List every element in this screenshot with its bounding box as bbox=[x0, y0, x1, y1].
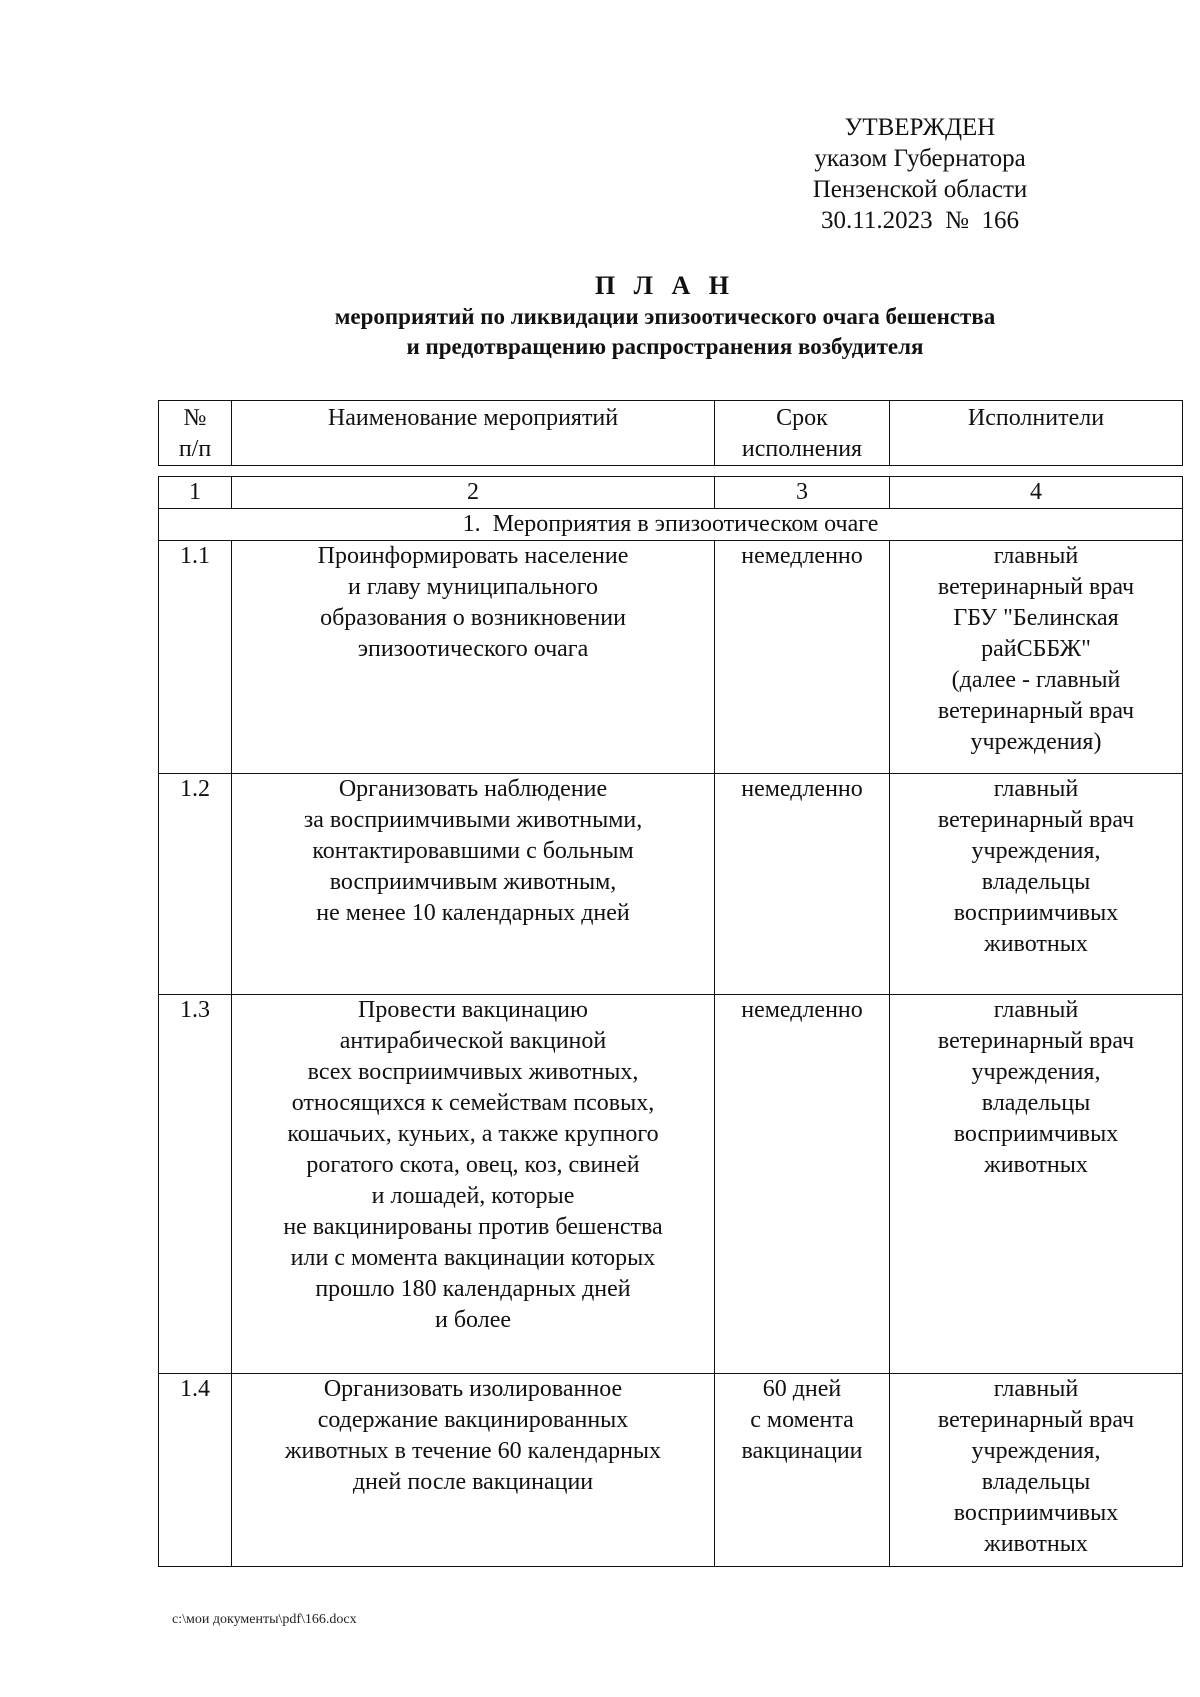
title-plan: П Л А Н bbox=[594, 271, 736, 300]
row-term-line: немедленно bbox=[741, 997, 863, 1023]
row-name-line: рогатого скота, овец, коз, свиней bbox=[306, 1152, 640, 1178]
row-number: 1.1 bbox=[159, 541, 232, 774]
row-executors-line: райСББЖ" bbox=[981, 636, 1091, 662]
row-executors-line: ГБУ "Белинская bbox=[953, 605, 1119, 631]
row-executors bbox=[890, 1374, 1183, 1567]
row-executors bbox=[890, 541, 1183, 774]
row-term bbox=[715, 774, 890, 995]
row-executors bbox=[890, 995, 1183, 1374]
row-name-line: кошачьих, куньих, а также крупного bbox=[287, 1121, 659, 1147]
row-name-line: и более bbox=[434, 1307, 512, 1333]
row-term-line: вакцинации bbox=[741, 1438, 863, 1464]
approval-region: Пензенской области bbox=[812, 176, 1028, 203]
table-row bbox=[159, 774, 1183, 995]
row-name-line: восприимчивым животным, bbox=[329, 869, 617, 895]
header-no-line1: № bbox=[183, 405, 207, 431]
row-name-line: и лошадей, которые bbox=[371, 1183, 575, 1209]
row-name-line: Организовать наблюдение bbox=[338, 776, 608, 802]
row-name-line: контактировавшими с больным bbox=[312, 838, 634, 864]
column-number: 4 bbox=[890, 477, 1183, 509]
row-executors-line: главный bbox=[993, 1376, 1079, 1402]
row-name-line: прошло 180 календарных дней bbox=[315, 1276, 631, 1302]
row-name-line: не менее 10 календарных дней bbox=[316, 900, 630, 926]
row-executors-line: главный bbox=[993, 543, 1079, 569]
section-row bbox=[159, 509, 1183, 541]
table-row bbox=[159, 541, 1183, 774]
row-term bbox=[715, 995, 890, 1374]
row-executors-line: ветеринарный врач bbox=[937, 1407, 1135, 1433]
row-executors-line: ветеринарный врач bbox=[937, 807, 1135, 833]
title-subtitle-2: и предотвращению распространения возбудителя bbox=[406, 334, 924, 359]
row-number: 1.2 bbox=[159, 774, 232, 995]
row-executors-line: (далее - главный bbox=[951, 667, 1121, 693]
file-path-footer: c:\мои документы\pdf\166.docx bbox=[172, 1612, 357, 1627]
approval-heading: УТВЕРЖДЕН bbox=[844, 114, 996, 141]
row-executors-line: восприимчивых bbox=[953, 900, 1119, 926]
row-executors-line: восприимчивых bbox=[953, 1121, 1119, 1147]
row-name bbox=[232, 1374, 715, 1567]
row-number: 1.4 bbox=[159, 1374, 232, 1567]
row-term-line: 60 дней bbox=[762, 1376, 842, 1402]
row-name-line: Провести вакцинацию bbox=[358, 997, 588, 1023]
header-term-line2: исполнения bbox=[741, 436, 863, 462]
row-name-line: Организовать изолированное bbox=[323, 1376, 623, 1402]
table-header bbox=[158, 400, 1183, 466]
row-name-line: Проинформировать население bbox=[317, 543, 629, 569]
row-term-line: с момента bbox=[750, 1407, 854, 1433]
row-executors-line: главный bbox=[993, 776, 1079, 802]
row-executors-line: ветеринарный врач bbox=[937, 574, 1135, 600]
row-executors-line: учреждения, bbox=[971, 838, 1101, 864]
row-term-line: немедленно bbox=[741, 776, 863, 802]
row-name-line: дней после вакцинации bbox=[352, 1469, 594, 1495]
header-term bbox=[715, 401, 890, 466]
row-name bbox=[232, 541, 715, 774]
row-executors-line: животных bbox=[984, 1152, 1088, 1178]
row-executors bbox=[890, 774, 1183, 995]
row-term bbox=[715, 1374, 890, 1567]
header-no bbox=[159, 401, 232, 466]
row-number: 1.3 bbox=[159, 995, 232, 1374]
row-term-line: немедленно bbox=[741, 543, 863, 569]
row-executors-line: главный bbox=[993, 997, 1079, 1023]
row-name-line: и главу муниципального bbox=[348, 574, 598, 600]
row-name-line: антирабической вакциной bbox=[339, 1028, 607, 1054]
row-name bbox=[232, 774, 715, 995]
row-executors-line: ветеринарный врач bbox=[937, 1028, 1135, 1054]
column-number: 3 bbox=[715, 477, 890, 509]
row-name-line: за восприимчивыми животными, bbox=[303, 807, 643, 833]
row-executors-line: животных bbox=[984, 1531, 1088, 1557]
row-executors-line: владельцы bbox=[981, 869, 1091, 895]
row-name-line: или с момента вакцинации которых bbox=[290, 1245, 656, 1271]
row-executors-line: восприимчивых bbox=[953, 1500, 1119, 1526]
row-executors-line: учреждения, bbox=[971, 1059, 1101, 1085]
header-executors: Исполнители bbox=[890, 401, 1183, 466]
approval-date-number: 30.11.2023 № 166 bbox=[821, 207, 1019, 234]
header-no-line2: п/п bbox=[178, 436, 212, 462]
row-name-line: животных в течение 60 календарных bbox=[284, 1438, 662, 1464]
plan-table bbox=[158, 476, 1183, 1567]
column-number: 2 bbox=[232, 477, 715, 509]
table-row bbox=[159, 1374, 1183, 1567]
row-name-line: всех восприимчивых животных, bbox=[307, 1059, 639, 1085]
document-title bbox=[160, 270, 1170, 362]
row-executors-line: ветеринарный врач bbox=[937, 698, 1135, 724]
row-executors-line: учреждения) bbox=[970, 729, 1102, 755]
row-executors-line: животных bbox=[984, 931, 1088, 957]
row-executors-line: владельцы bbox=[981, 1090, 1091, 1116]
row-name bbox=[232, 995, 715, 1374]
column-number-row bbox=[159, 477, 1183, 509]
header-term-line1: Срок bbox=[776, 405, 828, 431]
table-row bbox=[159, 995, 1183, 1374]
approval-decree: указом Губернатора bbox=[814, 145, 1026, 172]
section-title: 1. Мероприятия в эпизоотическом очаге bbox=[159, 509, 1183, 541]
row-term bbox=[715, 541, 890, 774]
row-name-line: образования о возникновении bbox=[320, 605, 626, 631]
row-name-line: эпизоотического очага bbox=[357, 636, 589, 662]
header-name: Наименование мероприятий bbox=[232, 401, 715, 466]
row-executors-line: владельцы bbox=[981, 1469, 1091, 1495]
row-executors-line: учреждения, bbox=[971, 1438, 1101, 1464]
approval-stamp bbox=[790, 112, 1050, 236]
row-name-line: не вакцинированы против бешенства bbox=[283, 1214, 663, 1240]
column-number: 1 bbox=[159, 477, 232, 509]
title-subtitle-1: мероприятий по ликвидации эпизоотического очага бешенства bbox=[334, 304, 996, 329]
row-name-line: относящихся к семействам псовых, bbox=[291, 1090, 655, 1116]
row-name-line: содержание вакцинированных bbox=[317, 1407, 629, 1433]
